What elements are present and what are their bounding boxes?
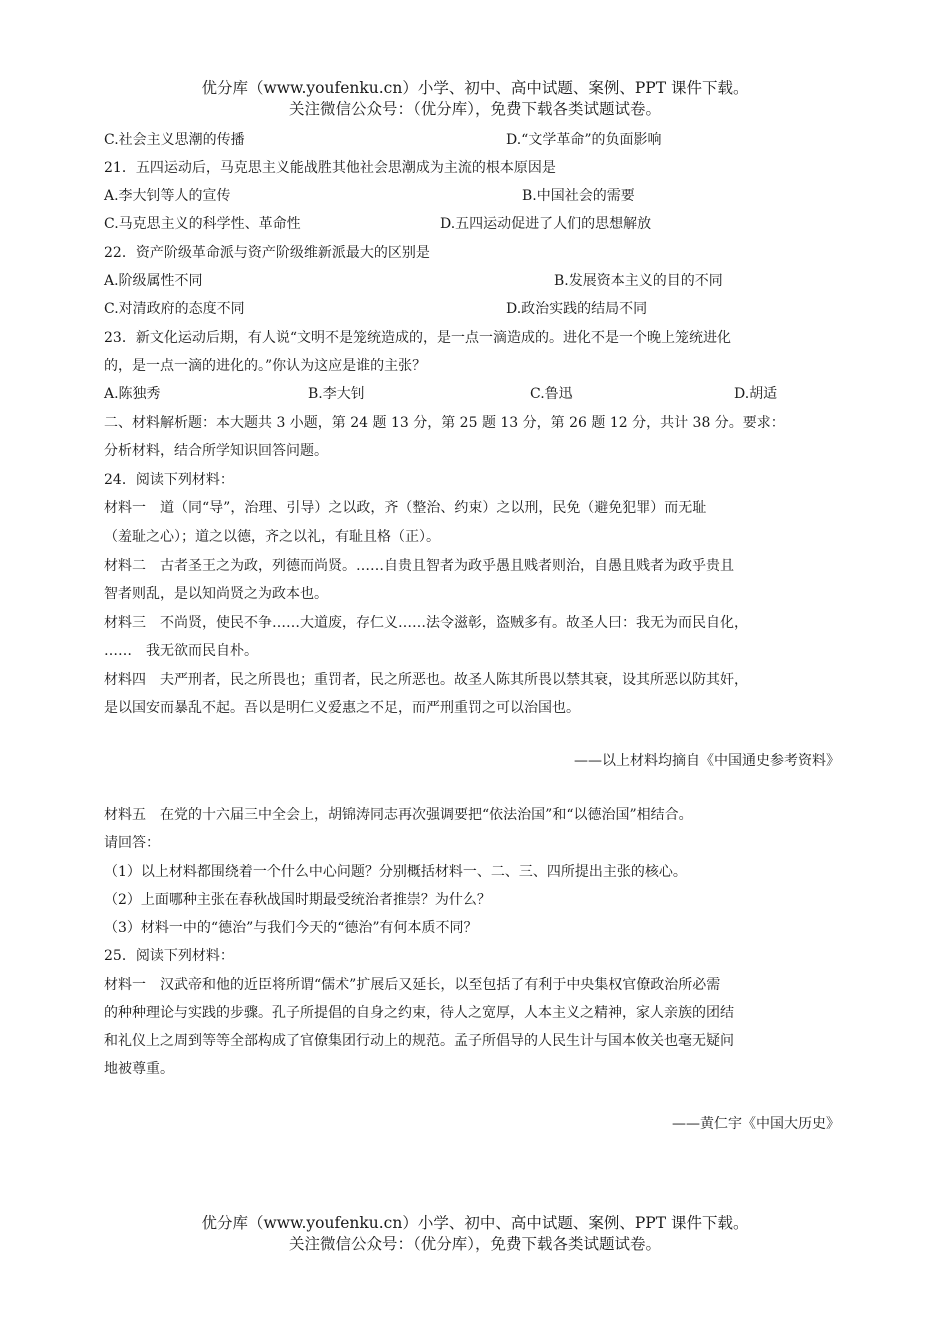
footer-line-1: 优分库（www.youfenku.cn）小学、初中、高中试题、案例、PPT 课件下载。 (201, 1214, 749, 1232)
q25-material-1-line-1: 材料一 汉武帝和他的近臣将所谓“儒术”扩展后又延长，以至包括了有利于中央集权官僚政治所必需 (104, 977, 721, 993)
q23-stem-line-2: 的，是一点一滴的进化的。”你认为这应是谁的主张？ (104, 358, 427, 374)
q24-question-1: （1）以上材料都围绕着一个什么中心问题？分别概括材料一、二、三、四所提出主张的核心。 (104, 864, 687, 880)
q21-option-a: A.李大钊等人的宣传 (104, 188, 231, 204)
q23-option-d: D.胡适 (734, 386, 778, 402)
q24-source: ——以上材料均摘自《中国通史参考资料》 (574, 753, 840, 769)
q25-material-1-line-4: 地被尊重。 (104, 1061, 174, 1077)
header-line-2: 关注微信公众号：（优分库），免费下载各类试题试卷。 (288, 100, 661, 118)
q22-option-b: B.发展资本主义的目的不同 (554, 273, 723, 289)
q23-option-c: C.鲁迅 (530, 386, 573, 402)
q25-material-1-line-3: 和礼仪上之周到等等全部构成了官僚集团行动上的规范。孟子所倡导的人民生计与国本攸关也毫无疑问 (104, 1033, 734, 1049)
q21-stem: 21．五四运动后，马克思主义能战胜其他社会思潮成为主流的根本原因是 (104, 160, 556, 176)
q24-material-1-line-1: 材料一 道（同“导”，治理、引导）之以政，齐（整治、约束）之以刑，民免（避免犯罪）而无耻 (104, 500, 707, 516)
q23-stem-line-1: 23．新文化运动后期，有人说“文明不是笼统造成的，是一点一滴造成的。进化不是一个晚上笼统进化 (104, 330, 731, 346)
q24-material-2-line-1: 材料二 古者圣王之为政，列德而尚贤。……自贵且智者为政乎愚且贱者则治，自愚且贱者为政乎贵且 (104, 558, 734, 574)
q21-option-d: D.五四运动促进了人们的思想解放 (440, 216, 652, 232)
q25-material-1-line-2: 的种种理论与实践的步骤。孔子所提倡的自身之约束，待人之宽厚，人本主义之精神，家人亲族的团结 (104, 1005, 734, 1021)
section-2-heading: 二、材料解析题：本大题共 3 小题，第 24 题 13 分，第 25 题 13 分，第 26 题 12 分，共计 38 分。要求： (104, 415, 785, 431)
q25-source: ——黄仁宇《中国大历史》 (672, 1116, 840, 1132)
q21-option-b: B.中国社会的需要 (522, 188, 635, 204)
q23-option-a: A.陈独秀 (104, 386, 161, 402)
q20-option-c: C.社会主义思潮的传播 (104, 132, 245, 148)
q22-option-d: D.政治实践的结局不同 (506, 301, 648, 317)
q24-question-2: （2）上面哪种主张在春秋战国时期最受统治者推崇？为什么？ (104, 892, 491, 908)
footer-line-2: 关注微信公众号：（优分库），免费下载各类试题试卷。 (288, 1235, 661, 1253)
q21-option-c: C.马克思主义的科学性、革命性 (104, 216, 301, 232)
q24-material-4-line-2: 是以国安而暴乱不起。吾以是明仁义爱惠之不足，而严刑重罚之可以治国也。 (104, 700, 580, 716)
q24-material-3-line-2: …… 我无欲而民自朴。 (104, 643, 258, 659)
q25-intro: 25．阅读下列材料： (104, 948, 234, 964)
q22-option-a: A.阶级属性不同 (104, 273, 203, 289)
q24-material-4-line-1: 材料四 夫严刑者，民之所畏也；重罚者，民之所恶也。故圣人陈其所畏以禁其衰，设其所恶以防其奸， (104, 672, 748, 688)
q24-material-5: 材料五 在党的十六届三中全会上，胡锦涛同志再次强调要把“依法治国”和“以德治国”相结合。 (104, 807, 693, 823)
q20-option-d: D.“文学革命”的负面影响 (506, 132, 662, 148)
q24-material-2-line-2: 智者则乱，是以知尚贤之为政本也。 (104, 586, 328, 602)
q24-ask: 请回答： (104, 835, 160, 851)
q23-option-b: B.李大钊 (308, 386, 365, 402)
q24-intro: 24．阅读下列材料： (104, 472, 234, 488)
q22-option-c: C.对清政府的态度不同 (104, 301, 245, 317)
q22-stem: 22．资产阶级革命派与资产阶级维新派最大的区别是 (104, 245, 430, 261)
q24-question-3: （3）材料一中的“德治”与我们今天的“德治”有何本质不同？ (104, 920, 478, 936)
header-line-1: 优分库（www.youfenku.cn）小学、初中、高中试题、案例、PPT 课件下载。 (201, 79, 749, 97)
q24-material-3-line-1: 材料三 不尚贤，使民不争……大道废，存仁义……法令滋彰，盗贼多有。故圣人曰：我无为而民自化， (104, 615, 748, 631)
section-2-requirement: 分析材料，结合所学知识回答问题。 (104, 443, 328, 459)
q24-material-1-line-2: （羞耻之心）；道之以德，齐之以礼，有耻且格（正）。 (104, 529, 440, 545)
